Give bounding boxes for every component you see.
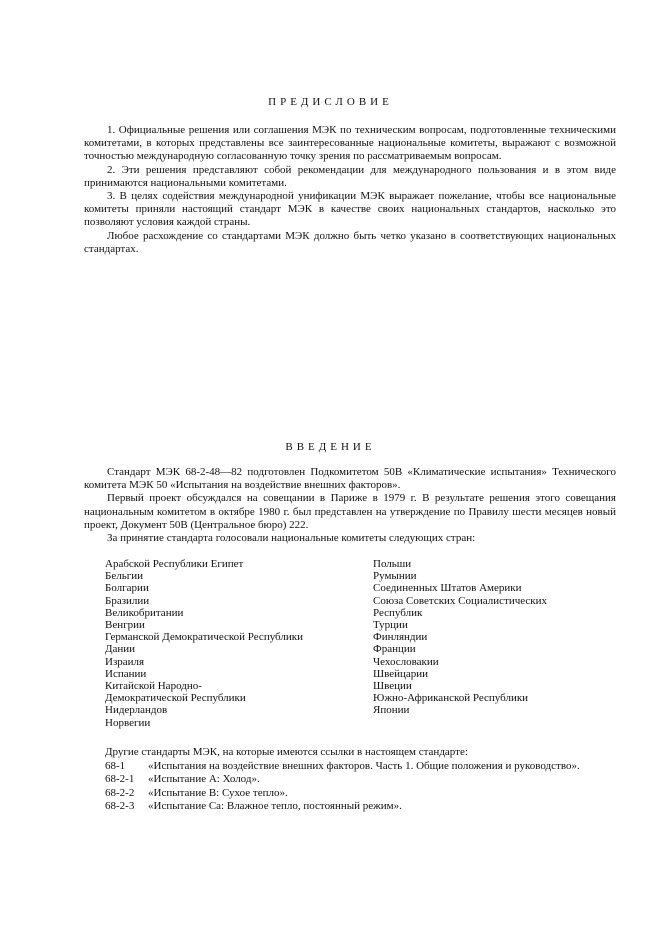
country-item: Китайской Народно- [105,680,202,693]
country-item: Бельгии [105,570,143,583]
foreword-title: ПРЕДИСЛОВИЕ [268,96,393,108]
reference-text: «Испытания на воздействие внешних факторов. Часть 1. Общие положения и руководство». [148,760,580,773]
country-item: Южно-Африканской Республики [373,692,529,705]
country-item: Соединенных Штатов Америки [373,582,522,595]
references-intro: Другие стандарты МЭК, на которые имеются ссылки в настоящем стандарте: [105,746,468,758]
foreword-paragraph-1: 1. Официальные решения или соглашения МЭК по техническим вопросам, подготовленные техническими комитетами, в которых представлены все заинтересованные национальные комитеты, выражают с возможной точностью международную согласованную точку зрения по рассматриваемым вопросам. [84,124,616,163]
countries-left-column [105,558,365,729]
references-section [105,746,625,813]
country-item: Швейцарии [373,667,429,680]
foreword-body [84,124,616,256]
country-item: Бразилии [105,594,150,607]
country-item: Польши [373,558,412,570]
reference-code: 68-2-2 [105,786,135,799]
reference-item [105,760,625,773]
foreword-paragraph-2: 2. Эти решения представляют собой рекомендации для международного пользования и в этом виде принимаются национальными комитетами. [84,163,616,189]
reference-code: 68-2-1 [105,773,135,786]
country-item: Финляндии [373,631,428,644]
reference-text: «Испытание А: Холод». [148,773,260,786]
reference-item [105,800,625,813]
country-item: Демократической Республики [105,692,246,705]
reference-code: 68-2-3 [105,799,135,812]
foreword-paragraph-4: Любое расхождение со стандартами МЭК должно быть четко указано в соответствующих национальных стандартах. [84,229,616,255]
reference-item [105,787,625,800]
country-item: Швеции [373,680,412,693]
country-item: Республик [373,606,423,619]
reference-item [105,773,625,786]
country-item: Японии [373,704,410,717]
country-item: Дании [105,643,136,656]
countries-right-column [373,558,633,717]
country-item: Испании [105,667,147,680]
country-item: Турции [373,619,408,632]
country-item: Франции [373,643,416,656]
country-item: Великобритании [105,606,184,619]
country-item: Норвегии [105,716,151,729]
country-item: Израиля [105,655,145,668]
reference-code: 68-1 [105,760,126,773]
country-item: Нидерландов [105,704,168,717]
reference-text: «Испытание В: Сухое тепло». [148,786,288,799]
country-item: Арабской Республики Египет [105,558,244,570]
country-item: Германской Демократической Республики [105,631,303,644]
introduction-paragraph-2: Первый проект обсуждался на совещании в Париже в 1979 г. В результате решения этого совещания национальным комитетом в октябре 1980 г. был представлен на утверждение по Правилу шести месяцев новый проект, Документ 50В (Центральное бюро) 222. [84,492,616,531]
foreword-paragraph-3: 3. В целях содействия международной унификации МЭК выражает пожелание, чтобы все национальные комитеты приняли настоящий стандарт МЭК в качестве своих национальных стандартов, насколько это позволяют условия каждой страны. [84,190,616,229]
country-item: Союза Советских Социалистических [373,594,548,607]
introduction-title: ВВЕДЕНИЕ [285,441,376,453]
country-item: Румынии [373,570,417,583]
country-item: Болгарии [105,582,149,595]
introduction-body [84,466,616,545]
introduction-paragraph-3: За принятие стандарта голосовали национальные комитеты следующих стран: [107,532,476,545]
country-item: Чехословакии [373,655,439,668]
introduction-paragraph-1: Стандарт МЭК 68-2-48—82 подготовлен Подкомитетом 50В «Климатические испытания» Технического комитета МЭК 50 «Испытания на воздействие внешних факторов». [84,466,616,492]
country-item: Венгрии [105,619,145,632]
reference-text: «Испытание Са: Влажное тепло, постоянный режим». [148,799,402,812]
